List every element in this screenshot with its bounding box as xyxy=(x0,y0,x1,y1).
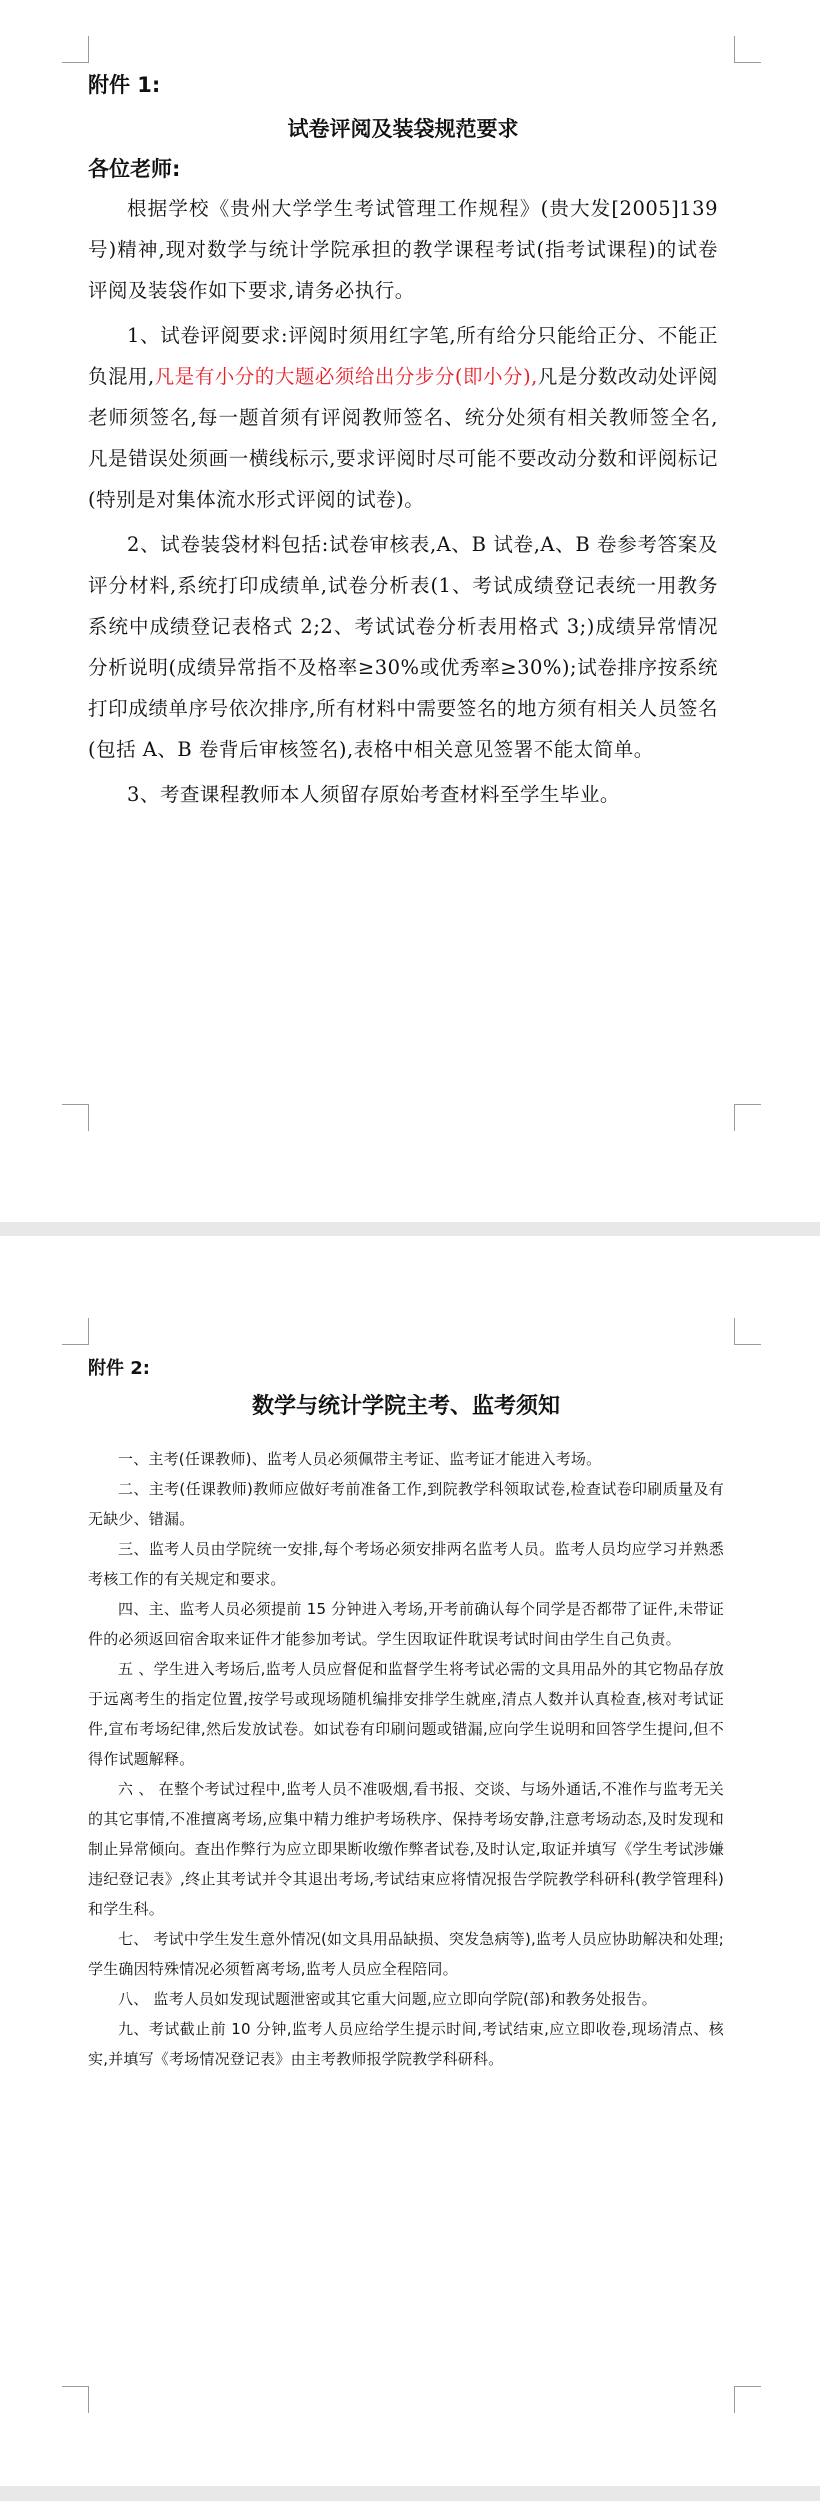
rule-item: 五 、学生进入考场后,监考人员应督促和监督学生将考试必需的文具用品外的其它物品存放于远离考生的指定位置,按学号或现场随机编排安排学生就座,清点人数并认真检查,核对考试证件,宣布考场纪律,然后发放试卷。如试卷有印刷问题或错漏,应向学生说明和回答学生提问,但不得作试题解释。 xyxy=(88,1660,724,1768)
document-page-2 xyxy=(0,1236,820,2486)
rule-item: 七、 考试中学生发生意外情况(如文具用品缺损、突发急病等),监考人员应协助解决和处理;学生确因特殊情况必须暂离考场,监考人员应全程陪同。 xyxy=(88,1930,724,1978)
rule-item: 九、考试截止前 10 分钟,监考人员应给学生提示时间,考试结束,应立即收卷,现场清点、核实,并填写《考场情况登记表》由主考教师报学院教学科研科。 xyxy=(88,2020,724,2068)
document-title: 数学与统计学院主考、监考须知 xyxy=(251,1394,560,1419)
item-1-paragraph xyxy=(88,315,718,520)
corner-mark xyxy=(62,1104,89,1131)
rule-item: 二、主考(任课教师)教师应做好考前准备工作,到院教学科领取试卷,检查试卷印刷质量及有无缺少、错漏。 xyxy=(88,1480,724,1528)
document-body-2 xyxy=(88,1356,724,2074)
attachment-label: 附件 1: xyxy=(88,73,161,97)
corner-mark xyxy=(734,2386,761,2413)
rules-list xyxy=(88,1444,724,2074)
corner-mark xyxy=(734,1318,761,1345)
document-title: 试卷评阅及装袋规范要求 xyxy=(287,117,519,141)
rule-item: 六 、 在整个考试过程中,监考人员不准吸烟,看书报、交谈、与场外通话,不准作与监考无关的其它事情,不准擅离考场,应集中精力维护考场秩序、保持考场安静,注意考场动态,及时发现和制止异常倾向。查出作弊行为应立即果断收缴作弊者试卷,及时认定,取证并填写《学生考试涉嫌违纪登记表》,终止其考试并令其退出考场,考试结束应将情况报告学院教学科研科(教学管理科)和学生科。 xyxy=(88,1780,724,1918)
corner-mark xyxy=(734,1104,761,1131)
rule-item: 四、主、监考人员必须提前 15 分钟进入考场,开考前确认每个同学是否都带了证件,未带证件的必须返回宿舍取来证件才能参加考试。学生因取证件耽误考试时间由学生自己负责。 xyxy=(88,1600,724,1648)
item-3-paragraph: 3、考查课程教师本人须留存原始考查材料至学生毕业。 xyxy=(127,783,620,806)
intro-paragraph: 根据学校《贵州大学学生考试管理工作规程》(贵大发[2005]139 号)精神,现对数学与统计学院承担的教学课程考试(指考试课程)的试卷评阅及装袋作如下要求,请务必执行。 xyxy=(88,197,718,302)
item-1-text: 1、试卷评阅要求:评阅时须用红字笔,所有给分只能给正分、不能正负混用, xyxy=(88,324,718,388)
corner-mark xyxy=(62,1318,89,1345)
rule-item: 一、主考(任课教师)、监考人员必须佩带主考证、监考证才能进入考场。 xyxy=(118,1450,602,1468)
corner-mark xyxy=(734,36,761,63)
item-1-highlight: 凡是有小分的大题必须给出分步分(即小分), xyxy=(154,365,538,388)
greeting: 各位老师: xyxy=(88,157,181,181)
document-body-1 xyxy=(88,70,718,815)
item-2-paragraph: 2、试卷装袋材料包括:试卷审核表,A、B 试卷,A、B 卷参考答案及评分材料,系统打印成绩单,试卷分析表(1、考试成绩登记表统一用教务系统中成绩登记表格式 2;2、考试试卷分析表用格式 3;)成绩异常情况分析说明(成绩异常指不及格率≥30%或优秀率≥30%);试卷排序按系统打印成绩单序号依次排序,所有材料中需要签名的地方须有相关人员签名(包括 A、B 卷背后审核签名),表格中相关意见签署不能太简单。 xyxy=(88,533,718,761)
item-1-text-cont: 凡是分数改动处评阅老师须签名,每一题首须有评阅教师签名、统分处须有相关教师签全名,凡是错误处须画一横线标示,要求评阅时尽可能不要改动分数和评阅标记(特别是对集体流水形式评阅的试卷)。 xyxy=(88,365,718,511)
corner-mark xyxy=(62,2386,89,2413)
rule-item: 八、 监考人员如发现试题泄密或其它重大问题,应立即向学院(部)和教务处报告。 xyxy=(118,1990,657,2008)
corner-mark xyxy=(62,36,89,63)
rule-item: 三、监考人员由学院统一安排,每个考场必须安排两名监考人员。监考人员均应学习并熟悉考核工作的有关规定和要求。 xyxy=(88,1540,724,1588)
attachment-label: 附件 2: xyxy=(88,1358,150,1379)
document-page-1 xyxy=(0,0,820,1222)
